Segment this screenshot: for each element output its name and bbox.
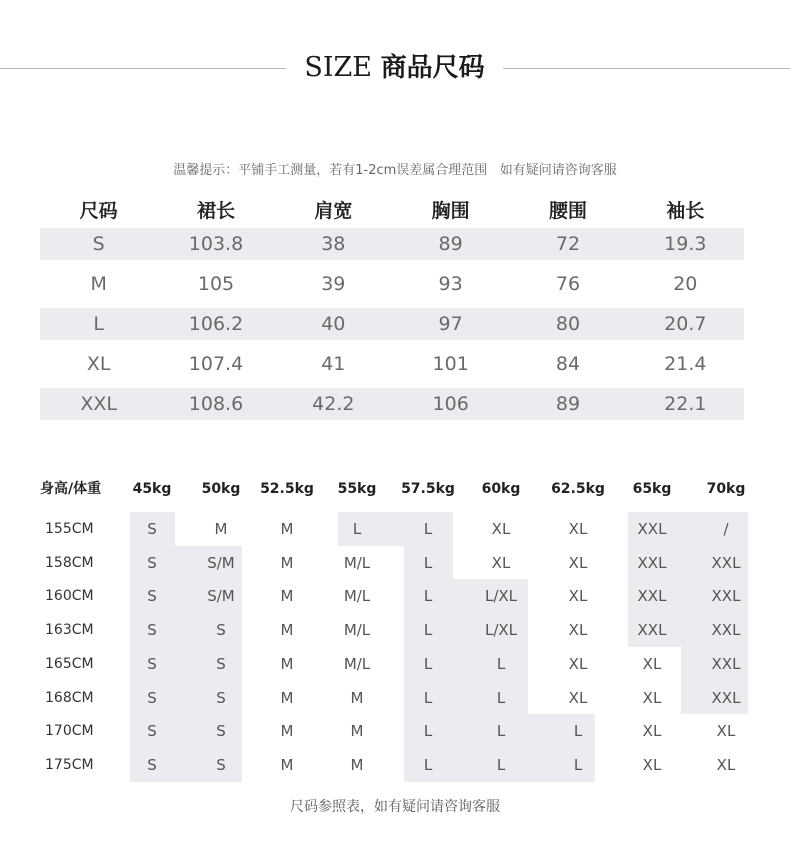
fit-table-weight-header: 57.5kg bbox=[401, 481, 455, 497]
fit-table-cell: L bbox=[496, 755, 506, 774]
fit-table-cell: M bbox=[280, 722, 294, 741]
fit-table-height-label: 163CM bbox=[45, 622, 94, 639]
fit-table-cell: M bbox=[350, 722, 364, 741]
size-table-cell: XL bbox=[86, 353, 111, 375]
page-header bbox=[0, 45, 790, 91]
size-table-cell: 97 bbox=[438, 313, 463, 335]
fit-table-cell: M bbox=[280, 520, 294, 538]
size-table-cell: M bbox=[90, 273, 107, 295]
fit-table-cell: S bbox=[147, 755, 157, 774]
fit-table-height-label: 168CM bbox=[45, 689, 94, 706]
size-table-row bbox=[40, 260, 744, 308]
size-table-cell: 42.2 bbox=[312, 393, 355, 415]
size-table-header-cell: 尺码 bbox=[79, 199, 118, 222]
fit-table-height-label: 175CM bbox=[45, 756, 94, 773]
fit-table-cell: XL bbox=[568, 654, 588, 673]
size-table bbox=[40, 190, 744, 420]
fit-table-cell: XL bbox=[716, 755, 736, 774]
fit-table-cell: XL bbox=[568, 553, 588, 572]
fit-table-cell: L bbox=[496, 722, 506, 741]
fit-table-cell: S/M bbox=[207, 587, 235, 606]
fit-table-cell: S bbox=[147, 520, 157, 538]
fit-table-cell: S bbox=[216, 688, 226, 707]
fit-table-cell: XXL bbox=[637, 587, 667, 606]
size-table-row bbox=[40, 308, 744, 340]
fit-table-cell: M bbox=[214, 520, 228, 538]
size-table-cell: 80 bbox=[555, 313, 581, 335]
fit-table-weight-header: 55kg bbox=[337, 481, 377, 497]
fit-table-cell: S bbox=[147, 654, 157, 673]
fit-table-weight-header: 52.5kg bbox=[260, 481, 314, 497]
size-table-cell: 40 bbox=[321, 313, 346, 335]
fit-table-cell: / bbox=[723, 520, 729, 538]
fit-table-cell: XXL bbox=[711, 553, 741, 572]
fit-table-cell: L bbox=[423, 722, 433, 741]
fit-table-cell: L/XL bbox=[484, 587, 518, 606]
fit-table-cell: S bbox=[147, 587, 157, 606]
fit-table-cell: L bbox=[496, 688, 506, 707]
size-table-cell: 89 bbox=[555, 393, 581, 415]
size-table-cell: 76 bbox=[555, 273, 581, 295]
size-table-cell: 105 bbox=[197, 273, 235, 295]
title-zh: 商品尺码 bbox=[380, 53, 485, 83]
fit-table-cell: S bbox=[147, 722, 157, 741]
fit-table-cell: XL bbox=[716, 722, 736, 741]
header-rule-left bbox=[0, 68, 286, 69]
fit-table-cell: XXL bbox=[637, 553, 667, 572]
fit-table-cell: XL bbox=[642, 688, 662, 707]
size-table-cell: 89 bbox=[438, 233, 463, 255]
fit-table-cell: M bbox=[350, 688, 364, 707]
fit-table-cell: S bbox=[216, 755, 226, 774]
fit-table-cell: XXL bbox=[711, 654, 741, 673]
size-table-header-cell: 袖长 bbox=[666, 199, 705, 222]
size-table-row bbox=[40, 340, 744, 388]
fit-table-cell: M bbox=[280, 587, 294, 606]
fit-table-cell: S/M bbox=[207, 553, 235, 572]
fit-table-cell: XXL bbox=[711, 621, 741, 640]
fit-table-cell: L bbox=[496, 654, 506, 673]
fit-table-cell: L bbox=[423, 520, 433, 538]
page-title bbox=[286, 45, 503, 91]
size-table-cell: 20 bbox=[673, 273, 698, 295]
size-table-cell: 107.4 bbox=[188, 353, 244, 375]
fit-table-cell: M/L bbox=[343, 654, 371, 673]
size-table-cell: 106.2 bbox=[188, 313, 244, 335]
fit-table-cell: L bbox=[423, 755, 433, 774]
measurement-tip: 温馨提示：平铺手工测量，若有1-2cm误差属合理范围 如有疑问请咨询客服 bbox=[173, 163, 617, 178]
size-table-cell: 20.7 bbox=[664, 313, 707, 335]
size-table-cell: S bbox=[92, 233, 105, 255]
fit-table-cell: M bbox=[280, 755, 294, 774]
fit-table-weight-header: 50kg bbox=[201, 481, 241, 497]
fit-table-cell: L bbox=[423, 654, 433, 673]
size-table-cell: 84 bbox=[555, 353, 581, 375]
fit-table-cell: M/L bbox=[343, 621, 371, 640]
fit-table-weight-header: 62.5kg bbox=[551, 481, 605, 497]
fit-table-cell: XL bbox=[642, 755, 662, 774]
fit-table-cell: M bbox=[280, 553, 294, 572]
fit-table-cell: XL bbox=[568, 688, 588, 707]
size-table-cell: 41 bbox=[321, 353, 346, 375]
fit-table-cell: XL bbox=[568, 587, 588, 606]
fit-table-cell: XL bbox=[642, 722, 662, 741]
fit-table-cell: XL bbox=[491, 520, 511, 538]
size-table-cell: 106 bbox=[432, 393, 469, 415]
fit-table-cell: XL bbox=[568, 520, 588, 538]
size-table-cell: 39 bbox=[321, 273, 346, 295]
fit-table-cell: M bbox=[350, 755, 364, 774]
fit-table-weight-header: 65kg bbox=[632, 481, 672, 497]
fit-table-cell: L bbox=[573, 755, 583, 774]
size-table-row bbox=[40, 228, 744, 260]
fit-table-cell: M bbox=[280, 621, 294, 640]
fit-table-weight-header: 60kg bbox=[481, 481, 521, 497]
size-table-cell: 22.1 bbox=[664, 393, 707, 415]
header-rule-right bbox=[503, 68, 790, 69]
fit-table-height-label: 155CM bbox=[45, 521, 94, 537]
fit-table-cell: XXL bbox=[637, 621, 667, 640]
size-table-cell: 19.3 bbox=[664, 233, 707, 255]
fit-table-height-label: 160CM bbox=[45, 588, 94, 605]
size-table-header-cell: 裙长 bbox=[196, 199, 235, 222]
fit-table-cell: M bbox=[280, 654, 294, 673]
fit-table-cell: S bbox=[147, 688, 157, 707]
size-table-header-cell: 肩宽 bbox=[314, 199, 353, 222]
size-table-cell: 21.4 bbox=[664, 353, 707, 375]
fit-table-cell: XXL bbox=[637, 520, 667, 538]
size-table-cell: XXL bbox=[80, 393, 117, 415]
fit-table-cell: XL bbox=[642, 654, 662, 673]
fit-table-cell: XXL bbox=[711, 587, 741, 606]
fit-table-cell: L bbox=[423, 688, 433, 707]
fit-table-cell: S bbox=[216, 654, 226, 673]
size-table-cell: 72 bbox=[555, 233, 581, 255]
fit-table-cell: XL bbox=[491, 553, 511, 572]
size-table-header-cell: 胸围 bbox=[431, 199, 470, 222]
fit-table-cell: XL bbox=[568, 621, 588, 640]
fit-table-cell: L bbox=[352, 520, 362, 538]
size-table-cell: L bbox=[93, 313, 104, 335]
fit-table-weight-header: 45kg bbox=[132, 481, 172, 497]
size-table-header-cell: 腰围 bbox=[548, 199, 587, 222]
size-table-cell: 38 bbox=[321, 233, 346, 255]
fit-table-cell: L bbox=[423, 587, 433, 606]
size-table-cell: 101 bbox=[432, 353, 469, 375]
fit-table-cell: S bbox=[147, 621, 157, 640]
fit-table bbox=[30, 472, 760, 782]
fit-table-cell: M bbox=[280, 688, 294, 707]
fit-table-cell: L bbox=[423, 621, 433, 640]
fit-table-cell: L/XL bbox=[484, 621, 518, 640]
fit-table-height-label: 170CM bbox=[45, 723, 94, 740]
title-en: SIZE bbox=[304, 52, 373, 83]
size-table-header bbox=[40, 190, 744, 228]
fit-table-cell: XXL bbox=[711, 688, 741, 707]
fit-table-height-label: 165CM bbox=[45, 655, 94, 672]
fit-table-cell: S bbox=[147, 553, 157, 572]
size-table-cell: 108.6 bbox=[188, 393, 244, 415]
size-table-cell: 93 bbox=[438, 273, 463, 295]
size-table-cell: 103.8 bbox=[188, 233, 244, 255]
size-table-row bbox=[40, 388, 744, 420]
fit-table-cell: S bbox=[216, 621, 226, 640]
fit-table-weight-header: 70kg bbox=[706, 481, 746, 497]
footer-note: 尺码参照表，如有疑问请咨询客服 bbox=[290, 799, 500, 815]
fit-table-height-label: 158CM bbox=[45, 554, 94, 571]
fit-table-cell: M/L bbox=[343, 553, 371, 572]
fit-table-corner: 身高/体重 bbox=[40, 481, 102, 497]
fit-table-cell: L bbox=[423, 553, 433, 572]
fit-table-cell: M/L bbox=[343, 587, 371, 606]
fit-table-cell: L bbox=[573, 722, 583, 741]
fit-table-cell: S bbox=[216, 722, 226, 741]
